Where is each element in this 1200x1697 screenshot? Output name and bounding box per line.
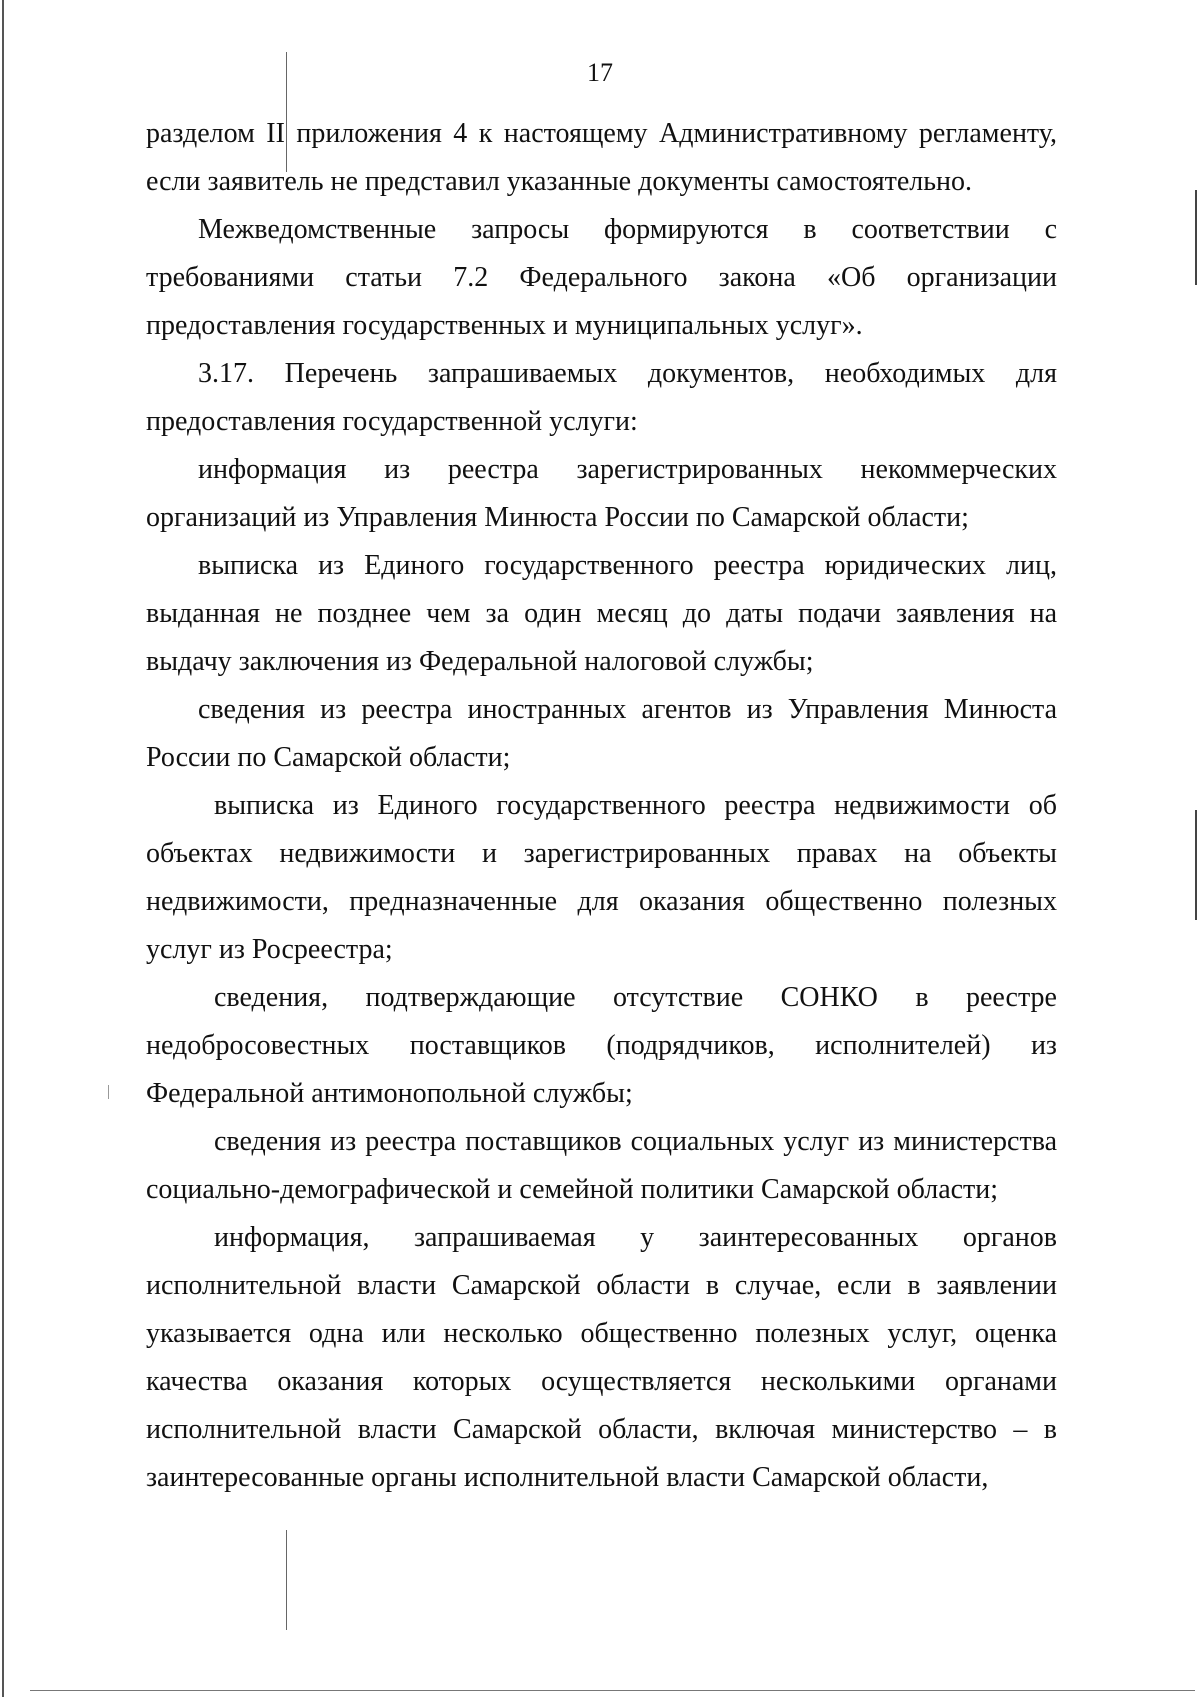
paragraph-continuation: разделом II приложения 4 к настоящему Административному регламенту, если заявитель не представил указанные документы самостоятельно.	[146, 118, 1057, 197]
list-item-foreign-agents: сведения из реестра иностранных агентов из Управления Минюста России по Самарской области;	[146, 694, 1057, 773]
list-item-social-services-registry: сведения из реестра поставщиков социальных услуг из министерства социально-демографической и семейной политики Самарской области;	[146, 1126, 1057, 1205]
list-item-executive-bodies-info: информация, запрашиваемая у заинтересованных органов исполнительной власти Самарской области в случае, если в заявлении указывается одна или несколько общественно полезных услуг, оценка качества оказания которых осуществляется несколькими органами исполнительной власти Самарской области, включая министерство – в заинтересованные органы исполнительной власти Самарской области,	[146, 1222, 1057, 1493]
scan-tick-mark	[108, 1085, 109, 1099]
list-item-nko-registry: информация из реестра зарегистрированных некоммерческих организаций из Управления Минюста России по Самарской области;	[146, 454, 1057, 533]
page-number: 17	[587, 58, 613, 87]
scan-bottom-line	[30, 1690, 1195, 1691]
document-body	[146, 110, 1057, 1502]
list-item-egrul-extract: выписка из Единого государственного реестра юридических лиц, выданная не позднее чем за один месяц до даты подачи заявления на выдачу заключения из Федеральной налоговой службы;	[146, 550, 1057, 677]
list-item-fas-registry: сведения, подтверждающие отсутствие СОНКО в реестре недобросовестных поставщиков (подрядчиков, исполнителей) из Федеральной антимонопольной службы;	[146, 982, 1057, 1109]
scan-right-mark	[1195, 190, 1197, 285]
paragraph-interagency-requests: Межведомственные запросы формируются в соответствии с требованиями статьи 7.2 Федерального закона «Об организации предоставления государственных и муниципальных услуг».	[146, 214, 1057, 341]
scan-crop-mark	[286, 1530, 287, 1630]
scan-right-mark	[1195, 810, 1197, 920]
list-item-egrn-extract: выписка из Единого государственного реестра недвижимости об объектах недвижимости и зарегистрированных правах на объекты недвижимости, предназначенные для оказания общественно полезных услуг из Росреестра;	[146, 790, 1057, 965]
paragraph-section-3-17: 3.17. Перечень запрашиваемых документов, необходимых для предоставления государственной услуги:	[146, 358, 1057, 437]
scan-left-border	[2, 0, 4, 1697]
